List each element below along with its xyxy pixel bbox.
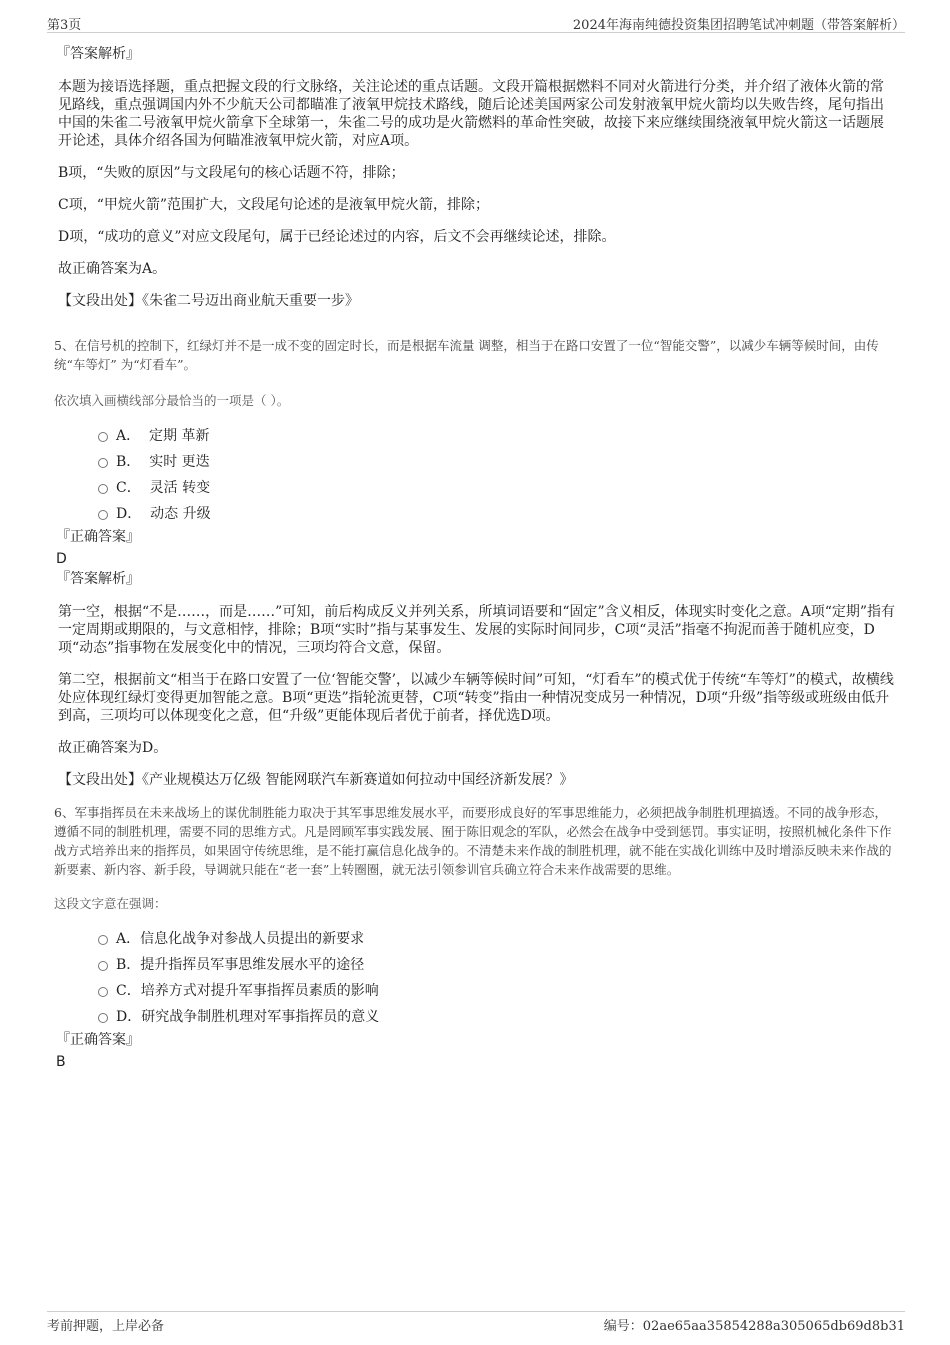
q5-answer: D: [56, 551, 67, 567]
q5-option-a[interactable]: A． 定期 革新: [98, 423, 896, 449]
q5-analysis-paragraph-1: 第一空，根据“不是……，而是……”可知，前后构成反义并列关系，所填词语要和“固定”含义相反，体现实时变化之意。A项“定期”指有一定周期或期限的，与文意相悖，排除；B项“实时”指与某事发生、发展的实际时间同步，C项“灵活”指毫不拘泥而善于随机应变，D项“动态”指事物在发展变化中的情况，三项均符合文意，保留。: [58, 604, 896, 656]
page-header: [47, 12, 905, 33]
q5-stem: 5、在信号机的控制下，红绿灯并不是一成不变的固定时长，而是根据车流量 调整，相当于在路口安置了一位“智能交警”，以减少车辆等候时间，由传统“车等灯” 为“灯看车”。: [54, 338, 879, 372]
q4-source: 【文段出处】《朱雀二号迈出商业航天重要一步》: [58, 293, 359, 309]
q5-options: [98, 423, 896, 527]
radio-button-icon[interactable]: [98, 510, 108, 520]
q4-analysis-option-d: D项，“成功的意义”对应文段尾句，属于已经论述过的内容，后文不会再继续论述，排除。: [58, 229, 616, 245]
page-footer: [47, 1311, 905, 1334]
q6-stem: 6、军事指挥员在未来战场上的谋优制胜能力取决于其军事思维发展水平，而要形成良好的军事思维能力，必须把战争制胜机理搞透。不同的战争形态，遵循不同的制胜机理，需要不同的思维方式。凡是罔顾军事实践发展、囿于陈旧观念的军队，必然会在战争中受到惩罚。事实证明，按照机械化条件下作战方式培养出来的指挥员，如果固守传统思维，是不能打赢信息化战争的。不清楚未来作战的制胜机理，就不能在实战化训练中及时增添反映未来作战的新要素、新内容、新手段，导调就只能在“老一套”上转圈圈，就无法引领参训官兵确立符合未来作战需要的思维。: [54, 805, 892, 877]
q6-option-a[interactable]: A．信息化战争对参战人员提出的新要求: [98, 926, 896, 952]
q6-options: [98, 926, 896, 1030]
q4-analysis-tag: 『答案解析』: [56, 46, 140, 62]
radio-button-icon[interactable]: [98, 961, 108, 971]
q6-answer-tag: 『正确答案』: [56, 1032, 140, 1048]
radio-button-icon[interactable]: [98, 935, 108, 945]
q5-prompt: 依次填入画横线部分最恰当的一项是（ ）。: [54, 393, 290, 408]
radio-button-icon[interactable]: [98, 987, 108, 997]
q4-analysis-paragraph: 本题为接语选择题，重点把握文段的行文脉络，关注论述的重点话题。文段开篇根据燃料不同对火箭进行分类，并介绍了液体火箭的常见路线，重点强调国内外不少航天公司都瞄准了液氧甲烷技术路线，随后论述美国两家公司发射液氧甲烷火箭均以失败告终，尾句指出中国的朱雀二号液氧甲烷火箭拿下全球第一，朱雀二号的成功是火箭燃料的革命性突破，故接下来应继续围绕液氧甲烷火箭这一话题展开论述，具体介绍各国为何瞄准液氧甲烷火箭，对应A项。: [58, 79, 884, 149]
radio-button-icon[interactable]: [98, 458, 108, 468]
document-code: 编号：02ae65aa35854288a305065db69d8b31: [603, 1319, 905, 1334]
q6-prompt: 这段文字意在强调：: [54, 896, 167, 911]
radio-button-icon[interactable]: [98, 432, 108, 442]
q6-option-c[interactable]: C．培养方式对提升军事指挥员素质的影响: [98, 978, 896, 1004]
radio-button-icon[interactable]: [98, 484, 108, 494]
q4-analysis-option-b: B项，“失败的原因”与文段尾句的核心话题不符，排除；: [58, 165, 405, 181]
q5-analysis-paragraph-2: 第二空，根据前文“相当于在路口安置了一位‘智能交警’，以减少车辆等候时间”可知，“灯看车”的模式优于传统“车等灯”的模式，故横线处应体现红绿灯变得更加智能之意。B项“更迭”指轮流更替，C项“转变”指由一种情况变成另一种情况，D项“升级”指等级或班级由低升到高，三项均可以体现变化之意，但“升级”更能体现后者优于前者，择优选D项。: [58, 672, 894, 724]
footer-slogan: 考前押题，上岸必备: [47, 1319, 165, 1334]
q5-source: 【文段出处】《产业规模达万亿级 智能网联汽车新赛道如何拉动中国经济新发展？》: [58, 772, 574, 788]
q5-answer-tag: 『正确答案』: [56, 529, 140, 545]
document-title: 2024年海南纯德投资集团招聘笔试冲刺题（带答案解析）: [572, 18, 905, 33]
q5-option-b[interactable]: B． 实时 更迭: [98, 449, 896, 475]
page-content: [54, 44, 896, 1072]
q6-option-d[interactable]: D．研究战争制胜机理对军事指挥员的意义: [98, 1004, 896, 1030]
q4-analysis-option-c: C项，“甲烷火箭”范围扩大，文段尾句论述的是液氧甲烷火箭，排除；: [58, 197, 490, 213]
q5-conclusion: 故正确答案为D。: [58, 740, 168, 756]
q4-conclusion: 故正确答案为A。: [58, 261, 167, 277]
q5-analysis-tag: 『答案解析』: [56, 571, 140, 587]
q5-option-c[interactable]: C． 灵活 转变: [98, 475, 896, 501]
q6-answer: B: [56, 1054, 66, 1070]
q6-option-b[interactable]: B．提升指挥员军事思维发展水平的途径: [98, 952, 896, 978]
radio-button-icon[interactable]: [98, 1013, 108, 1023]
page-number: 第3页: [47, 18, 82, 33]
q5-option-d[interactable]: D． 动态 升级: [98, 501, 896, 527]
